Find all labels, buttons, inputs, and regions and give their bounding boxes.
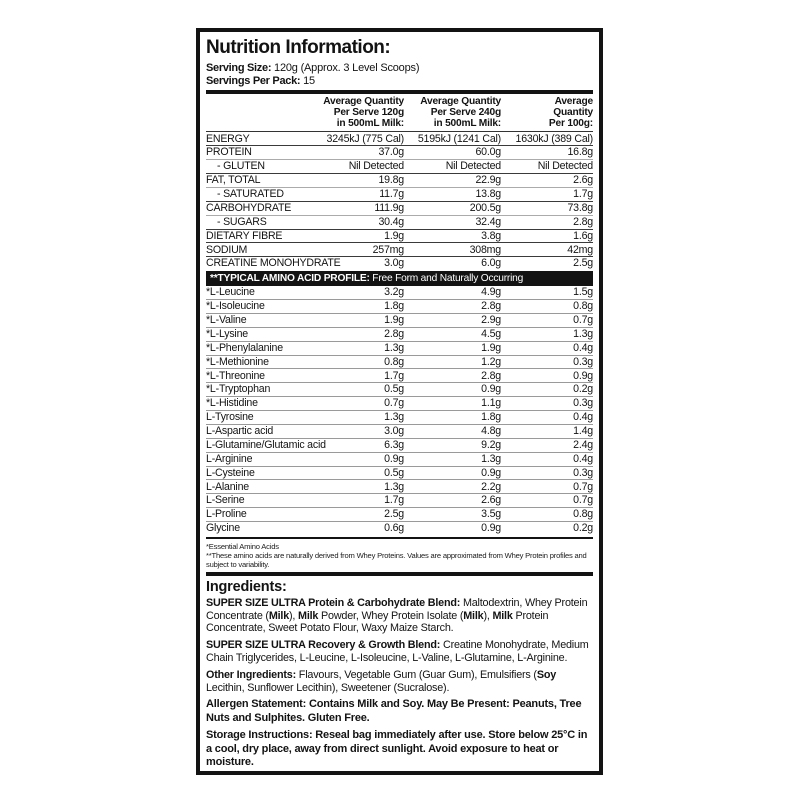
nutrition-label-panel (196, 28, 603, 775)
allergen-statement: Allergen Statement: Contains Milk and Soy. May Be Present: Peanuts, Tree Nuts and Sulphites. Gluten Free. (206, 698, 582, 724)
value-per-100g: 0.3g (573, 355, 593, 368)
value-per-serve-120g: 111.9g (374, 201, 404, 214)
value-per-100g: 1.3g (573, 327, 593, 340)
table-row (206, 341, 593, 355)
ingredient-text: Protein Concentrate, Sweet Potato Flour, Waxy Maize Starch. (206, 609, 549, 635)
row-label: - SATURATED (217, 188, 284, 201)
value-per-serve-240g: 4.8g (481, 425, 501, 438)
amino-acid-profile-header (206, 271, 593, 286)
value-per-serve-240g: 13.8g (475, 188, 501, 201)
table-row (206, 132, 593, 145)
table-row (206, 187, 593, 201)
value-per-serve-120g: 1.9g (384, 314, 404, 327)
value-per-serve-240g: 0.9g (481, 466, 501, 479)
value-per-serve-240g: 2.6g (481, 494, 501, 507)
footnotes (206, 542, 593, 569)
value-per-serve-120g: 0.5g (384, 466, 404, 479)
table-row (206, 286, 593, 299)
ingredients-paragraph (206, 597, 593, 635)
ingredient-text: Powder, Whey Protein Isolate ( (318, 609, 464, 622)
row-label: *L-Phenylalanine (206, 341, 283, 354)
value-per-serve-120g: 1.7g (384, 494, 404, 507)
amino-acid-table (206, 286, 593, 535)
value-per-serve-240g: 1.8g (481, 411, 501, 424)
value-per-100g: 0.4g (573, 411, 593, 424)
table-row (206, 410, 593, 424)
value-per-serve-240g: 1.9g (481, 341, 501, 354)
table-row (206, 493, 593, 507)
column-header-serve-240g: Average Quantity Per Serve 240g in 500mL Milk: (420, 96, 501, 129)
ingredient-bold-text: Milk (492, 609, 513, 622)
value-per-serve-240g: 60.0g (475, 146, 501, 159)
row-label: SODIUM (206, 243, 248, 256)
value-per-100g: 0.7g (573, 314, 593, 327)
value-per-serve-240g: 9.2g (481, 438, 501, 451)
row-label: L-Tyrosine (206, 411, 254, 424)
table-row (206, 521, 593, 535)
row-label: *L-Leucine (206, 286, 255, 299)
table-row (206, 438, 593, 452)
value-per-serve-120g: 1.9g (384, 229, 404, 242)
panel-title: Nutrition Information: (206, 37, 391, 58)
value-per-serve-240g: 1.3g (481, 452, 501, 465)
row-label: CARBOHYDRATE (206, 201, 292, 214)
value-per-serve-240g: 2.9g (481, 314, 501, 327)
value-per-100g: 0.7g (573, 480, 593, 493)
row-label: *L-Lysine (206, 327, 248, 340)
ingredient-text: Flavours, Vegetable Gum (Guar Gum), Emulsifiers ( (298, 668, 537, 681)
table-row (206, 466, 593, 480)
divider-above-footnotes (206, 537, 593, 539)
value-per-serve-120g: 0.9g (384, 452, 404, 465)
table-row (206, 173, 593, 187)
value-per-serve-120g: 3.0g (384, 425, 404, 438)
ingredient-text: ), (289, 609, 299, 622)
serving-size-label: Serving Size: (206, 62, 272, 74)
row-label: L-Cysteine (206, 466, 255, 479)
table-row (206, 159, 593, 173)
row-label: L-Proline (206, 508, 247, 521)
row-label: *L-Threonine (206, 369, 265, 382)
table-row (206, 242, 593, 256)
table-row (206, 201, 593, 215)
ingredient-bold-text: SUPER SIZE ULTRA Protein & Carbohydrate Blend: (206, 596, 463, 609)
storage-instructions: Storage Instructions: Reseal bag immediately after use. Store below 25°C in a cool, dry place, away from direct sunlight. Avoid exposure to heat or moisture. (206, 729, 588, 769)
table-row (206, 355, 593, 369)
value-per-serve-240g: 2.8g (481, 369, 501, 382)
table-row (206, 507, 593, 521)
table-row (206, 382, 593, 396)
table-row (206, 215, 593, 229)
value-per-100g: 0.4g (573, 341, 593, 354)
value-per-serve-120g: 0.8g (384, 355, 404, 368)
value-per-serve-240g: 0.9g (481, 522, 501, 535)
value-per-serve-240g: 5195kJ (1241 Cal) (417, 132, 501, 145)
value-per-serve-120g: 30.4g (378, 215, 404, 228)
value-per-serve-240g: 4.9g (481, 286, 501, 299)
value-per-serve-240g: 0.9g (481, 383, 501, 396)
amino-bar-subtitle: Free Form and Naturally Occurring (369, 273, 524, 285)
footnote-derived: **These amino acids are naturally derived from Whey Proteins. Values are approximated from Whey Protein profiles and subject to variability. (206, 550, 587, 569)
value-per-serve-240g: 6.0g (481, 257, 501, 270)
ingredient-bold-text: Other Ingredients: (206, 668, 299, 681)
ingredient-text: Maltodextrin, Whey Protein Concentrate ( (206, 596, 588, 622)
value-per-100g: 1.6g (573, 229, 593, 242)
value-per-100g: 0.2g (573, 522, 593, 535)
value-per-serve-240g: 3.8g (481, 229, 501, 242)
column-headers (206, 94, 593, 132)
value-per-serve-120g: 3245kJ (775 Cal) (326, 132, 404, 145)
ingredient-bold-text: Milk (463, 609, 484, 622)
value-per-serve-120g: 2.5g (384, 508, 404, 521)
value-per-serve-120g: 11.7g (379, 188, 404, 201)
row-label: *L-Isoleucine (206, 300, 265, 313)
servings-per-pack-line (206, 75, 593, 88)
value-per-100g: 2.4g (573, 438, 593, 451)
table-row (206, 396, 593, 410)
value-per-100g: 0.3g (573, 466, 593, 479)
row-label: DIETARY FIBRE (206, 229, 283, 242)
value-per-100g: 73.8g (567, 201, 593, 214)
row-label: L-Aspartic acid (206, 425, 274, 438)
value-per-100g: 1.7g (573, 188, 593, 201)
ingredient-bold-text: Milk (268, 609, 290, 622)
servings-per-pack-value: 15 (300, 74, 315, 87)
table-row (206, 299, 593, 313)
table-row (206, 327, 593, 341)
divider-above-ingredients (206, 572, 593, 576)
ingredients-paragraphs (206, 597, 593, 695)
row-label: *L-Methionine (206, 355, 269, 368)
value-per-100g: 0.8g (573, 508, 593, 521)
value-per-serve-120g: 1.8g (384, 300, 404, 313)
row-label: *L-Tryptophan (206, 383, 271, 396)
row-label: Glycine (206, 522, 240, 535)
serving-size-value: 120g (Approx. 3 Level Scoops) (271, 62, 420, 74)
row-label: CREATINE MONOHYDRATE (206, 257, 341, 270)
value-per-100g: 0.9g (573, 369, 593, 382)
table-row (206, 256, 593, 270)
column-header-per-100g: Average Quantity Per 100g: (548, 96, 593, 129)
value-per-serve-120g: 1.3g (384, 411, 404, 424)
value-per-100g: 0.8g (573, 300, 593, 313)
value-per-serve-120g: Nil Detected (348, 160, 404, 173)
value-per-100g: 1630kJ (389 Cal) (515, 132, 593, 145)
column-header-serve-120g: Average Quantity Per Serve 120g in 500mL Milk: (323, 96, 404, 129)
ingredient-text: ), (483, 609, 493, 622)
value-per-serve-240g: Nil Detected (445, 160, 501, 173)
table-row (206, 479, 593, 493)
value-per-serve-240g: 200.5g (469, 201, 501, 214)
ingredients-paragraph (206, 669, 593, 695)
value-per-serve-120g: 1.3g (384, 480, 404, 493)
value-per-serve-240g: 1.1g (481, 397, 501, 410)
table-row (206, 424, 593, 438)
value-per-serve-120g: 1.7g (384, 369, 404, 382)
row-label: L-Arginine (206, 452, 253, 465)
value-per-serve-120g: 1.3g (384, 341, 404, 354)
row-label: ENERGY (206, 132, 250, 145)
table-row (206, 145, 593, 159)
amino-bar-title: **TYPICAL AMINO ACID PROFILE: (210, 273, 370, 285)
table-row (206, 368, 593, 382)
value-per-serve-240g: 308mg (469, 243, 501, 256)
value-per-100g: 0.7g (573, 494, 593, 507)
row-label: L-Glutamine/Glutamic acid (206, 438, 326, 451)
value-per-100g: 2.6g (573, 174, 593, 187)
nutrition-table (206, 132, 593, 270)
value-per-serve-240g: 3.5g (481, 508, 501, 521)
value-per-serve-240g: 22.9g (475, 174, 501, 187)
value-per-100g: 1.5g (573, 286, 593, 299)
ingredient-bold-text: Soy (536, 668, 557, 681)
table-row (206, 452, 593, 466)
row-label: - SUGARS (217, 215, 267, 228)
row-label: L-Alanine (206, 480, 249, 493)
value-per-serve-120g: 37.0g (378, 146, 404, 159)
value-per-serve-120g: 3.2g (384, 286, 404, 299)
table-row (206, 229, 593, 243)
serving-size-line (206, 62, 593, 75)
value-per-serve-240g: 4.5g (481, 327, 501, 340)
value-per-100g: Nil Detected (537, 160, 593, 173)
ingredient-text: Lecithin, Sunflower Lecithin), Sweetener (Sucralose). (206, 681, 450, 694)
servings-per-pack-label: Servings Per Pack: (206, 74, 301, 87)
value-per-serve-240g: 1.2g (481, 355, 501, 368)
ingredient-bold-text: Milk (298, 609, 319, 622)
value-per-serve-240g: 2.2g (481, 480, 501, 493)
row-label: L-Serine (206, 494, 245, 507)
value-per-serve-120g: 257mg (372, 243, 404, 256)
value-per-100g: 2.8g (573, 215, 593, 228)
row-label: *L-Histidine (206, 397, 258, 410)
value-per-100g: 42mg (567, 243, 593, 256)
value-per-serve-120g: 0.6g (384, 522, 404, 535)
value-per-serve-120g: 19.8g (378, 174, 404, 187)
value-per-100g: 0.2g (573, 383, 593, 396)
value-per-serve-120g: 0.5g (384, 383, 404, 396)
row-label: *L-Valine (206, 314, 247, 327)
value-per-100g: 2.5g (573, 257, 593, 270)
value-per-serve-120g: 3.0g (384, 257, 404, 270)
value-per-serve-120g: 0.7g (384, 397, 404, 410)
row-label: PROTEIN (206, 146, 252, 159)
value-per-serve-240g: 32.4g (475, 215, 501, 228)
row-label: - GLUTEN (217, 160, 265, 173)
value-per-100g: 1.4g (573, 425, 593, 438)
value-per-100g: 0.3g (573, 397, 593, 410)
row-label: FAT, TOTAL (206, 174, 261, 187)
value-per-serve-120g: 2.8g (384, 327, 404, 340)
footnote-essential: *Essential Amino Acids (206, 541, 279, 551)
ingredient-bold-text: SUPER SIZE ULTRA Recovery & Growth Blend: (206, 639, 443, 652)
ingredient-text: Creatine Monohydrate, Medium Chain Triglycerides, L-Leucine, L-Isoleucine, L-Valine, L-Glutamine, L-Arginine. (206, 639, 589, 665)
value-per-serve-240g: 2.8g (481, 300, 501, 313)
ingredients-paragraph (206, 639, 593, 665)
table-row (206, 313, 593, 327)
value-per-serve-120g: 6.3g (384, 438, 404, 451)
ingredients-heading: Ingredients: (206, 578, 287, 595)
value-per-100g: 16.8g (567, 146, 593, 159)
value-per-100g: 0.4g (573, 452, 593, 465)
